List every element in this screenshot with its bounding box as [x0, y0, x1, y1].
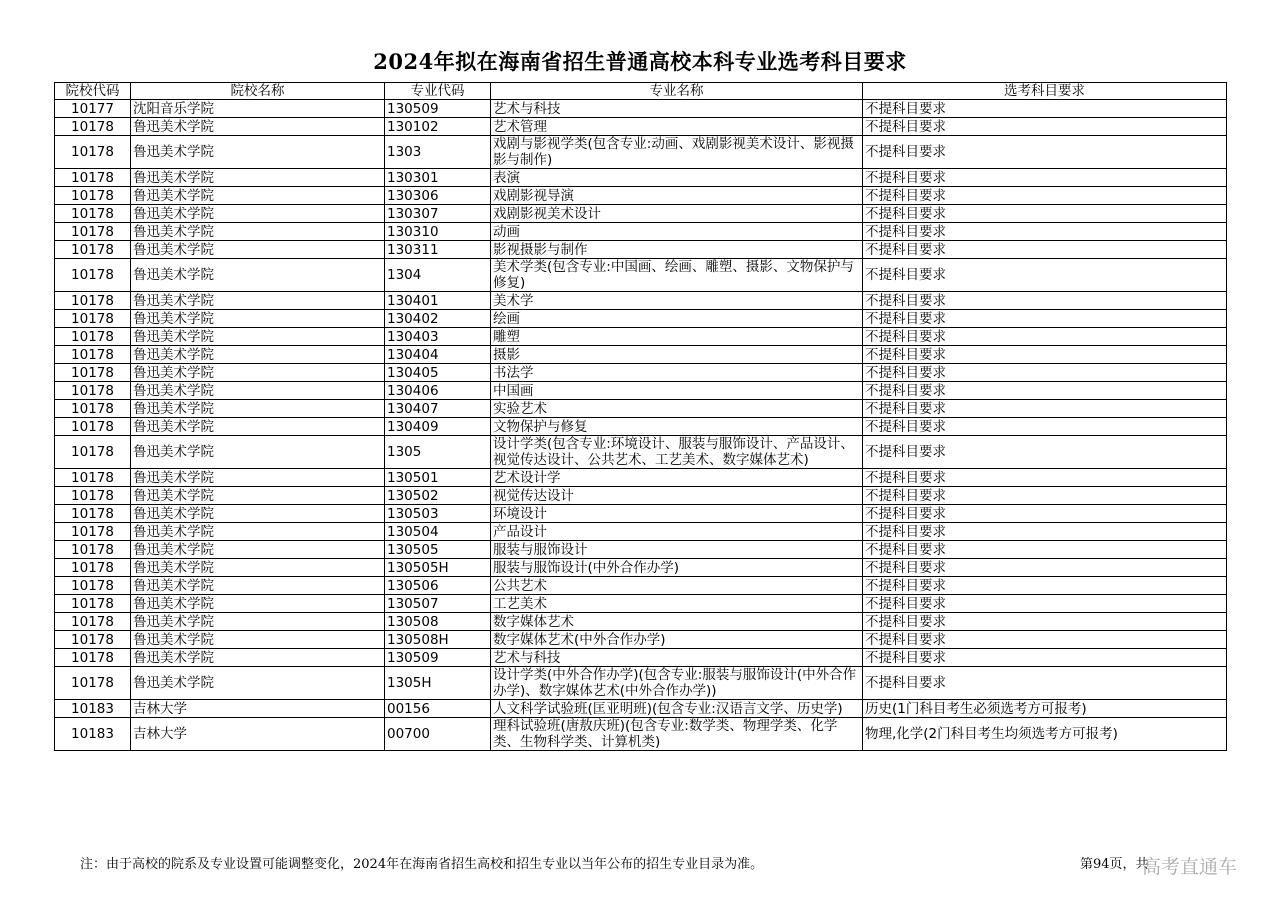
cell-school-code: 10178: [55, 523, 131, 541]
cell-school-name: 鲁迅美术学院: [131, 310, 385, 328]
cell-school-name: 鲁迅美术学院: [131, 541, 385, 559]
table-row: [55, 418, 1227, 436]
cell-school-code: 10178: [55, 577, 131, 595]
cell-major-name: 艺术与科技: [491, 100, 863, 118]
cell-school-name: 鲁迅美术学院: [131, 259, 385, 292]
cell-subject-requirement: 不提科目要求: [863, 346, 1227, 364]
cell-subject-requirement: 不提科目要求: [863, 613, 1227, 631]
cell-major-code: 1305: [385, 436, 491, 469]
cell-school-code: 10178: [55, 436, 131, 469]
cell-school-code: 10178: [55, 631, 131, 649]
cell-major-code: 130509: [385, 649, 491, 667]
cell-school-code: 10178: [55, 649, 131, 667]
cell-school-name: 鲁迅美术学院: [131, 523, 385, 541]
table-row: [55, 436, 1227, 469]
cell-subject-requirement: 不提科目要求: [863, 523, 1227, 541]
table-row: [55, 100, 1227, 118]
cell-major-name: 艺术与科技: [491, 649, 863, 667]
cell-major-name: 戏剧影视美术设计: [491, 205, 863, 223]
cell-school-code: 10178: [55, 400, 131, 418]
cell-major-name: 数字媒体艺术: [491, 613, 863, 631]
cell-school-code: 10178: [55, 169, 131, 187]
cell-subject-requirement: 不提科目要求: [863, 382, 1227, 400]
cell-school-code: 10178: [55, 205, 131, 223]
cell-school-name: 鲁迅美术学院: [131, 136, 385, 169]
table-row: [55, 523, 1227, 541]
table-row: [55, 469, 1227, 487]
table-row: [55, 328, 1227, 346]
cell-subject-requirement: 不提科目要求: [863, 259, 1227, 292]
cell-major-code: 130102: [385, 118, 491, 136]
cell-subject-requirement: 不提科目要求: [863, 436, 1227, 469]
cell-subject-requirement: 不提科目要求: [863, 292, 1227, 310]
cell-major-code: 130409: [385, 418, 491, 436]
table-row: [55, 541, 1227, 559]
cell-subject-requirement: 不提科目要求: [863, 118, 1227, 136]
cell-school-code: 10178: [55, 310, 131, 328]
cell-school-name: 鲁迅美术学院: [131, 487, 385, 505]
cell-school-name: 鲁迅美术学院: [131, 382, 385, 400]
cell-subject-requirement: 不提科目要求: [863, 577, 1227, 595]
cell-school-code: 10178: [55, 418, 131, 436]
cell-major-code: 130506: [385, 577, 491, 595]
cell-subject-requirement: 不提科目要求: [863, 310, 1227, 328]
cell-subject-requirement: 不提科目要求: [863, 328, 1227, 346]
cell-subject-requirement: 不提科目要求: [863, 595, 1227, 613]
table-row: [55, 187, 1227, 205]
cell-school-code: 10178: [55, 259, 131, 292]
cell-major-name: 人文科学试验班(匡亚明班)(包含专业:汉语言文学、历史学): [491, 700, 863, 718]
footnote: 注：由于高校的院系及专业设置可能调整变化，2024年在海南省招生高校和招生专业以当年公布的招生专业目录为准。: [80, 857, 764, 872]
cell-major-name: 美术学: [491, 292, 863, 310]
cell-school-code: 10178: [55, 187, 131, 205]
cell-subject-requirement: 不提科目要求: [863, 100, 1227, 118]
cell-major-code: 130509: [385, 100, 491, 118]
cell-major-name: 产品设计: [491, 523, 863, 541]
cell-major-code: 130505: [385, 541, 491, 559]
page-title: 2024年拟在海南省招生普通高校本科专业选考科目要求: [373, 49, 907, 74]
cell-major-code: 130401: [385, 292, 491, 310]
cell-major-code: 130405: [385, 364, 491, 382]
cell-major-code: 130311: [385, 241, 491, 259]
cell-subject-requirement: 不提科目要求: [863, 418, 1227, 436]
cell-major-code: 00700: [385, 718, 491, 751]
table-row: [55, 595, 1227, 613]
table-row: [55, 223, 1227, 241]
cell-school-name: 鲁迅美术学院: [131, 595, 385, 613]
cell-major-name: 动画: [491, 223, 863, 241]
cell-major-name: 雕塑: [491, 328, 863, 346]
cell-school-code: 10178: [55, 559, 131, 577]
cell-major-code: 1303: [385, 136, 491, 169]
cell-school-code: 10178: [55, 487, 131, 505]
cell-school-name: 吉林大学: [131, 718, 385, 751]
cell-major-code: 1304: [385, 259, 491, 292]
cell-school-name: 鲁迅美术学院: [131, 667, 385, 700]
cell-school-name: 鲁迅美术学院: [131, 577, 385, 595]
cell-major-name: 书法学: [491, 364, 863, 382]
cell-school-code: 10178: [55, 328, 131, 346]
cell-school-name: 鲁迅美术学院: [131, 346, 385, 364]
cell-school-code: 10178: [55, 241, 131, 259]
cell-school-code: 10178: [55, 223, 131, 241]
table-row: [55, 667, 1227, 700]
table-header-row: [55, 83, 1227, 100]
cell-subject-requirement: 不提科目要求: [863, 205, 1227, 223]
cell-major-name: 表演: [491, 169, 863, 187]
cell-school-name: 鲁迅美术学院: [131, 169, 385, 187]
cell-subject-requirement: 不提科目要求: [863, 136, 1227, 169]
cell-major-code: 130502: [385, 487, 491, 505]
header-subject-requirement: 选考科目要求: [863, 83, 1227, 100]
cell-school-name: 鲁迅美术学院: [131, 118, 385, 136]
table-row: [55, 382, 1227, 400]
cell-school-name: 鲁迅美术学院: [131, 436, 385, 469]
cell-subject-requirement: 不提科目要求: [863, 223, 1227, 241]
cell-major-code: 00156: [385, 700, 491, 718]
cell-school-name: 鲁迅美术学院: [131, 469, 385, 487]
cell-school-name: 鲁迅美术学院: [131, 241, 385, 259]
cell-major-name: 数字媒体艺术(中外合作办学): [491, 631, 863, 649]
cell-school-code: 10178: [55, 382, 131, 400]
cell-school-code: 10178: [55, 505, 131, 523]
watermark: 高考直通车: [1142, 856, 1238, 878]
cell-school-name: 鲁迅美术学院: [131, 649, 385, 667]
cell-school-name: 鲁迅美术学院: [131, 187, 385, 205]
cell-subject-requirement: 不提科目要求: [863, 187, 1227, 205]
cell-major-name: 摄影: [491, 346, 863, 364]
cell-major-name: 服装与服饰设计: [491, 541, 863, 559]
cell-school-code: 10178: [55, 136, 131, 169]
cell-major-name: 实验艺术: [491, 400, 863, 418]
table-row: [55, 631, 1227, 649]
cell-major-code: 130508H: [385, 631, 491, 649]
table-row: [55, 649, 1227, 667]
cell-school-code: 10177: [55, 100, 131, 118]
cell-major-code: 130504: [385, 523, 491, 541]
cell-major-name: 设计学类(中外合作办学)(包含专业:服装与服饰设计(中外合作办学)、数字媒体艺术(中外合作办学)): [491, 667, 863, 700]
table-row: [55, 346, 1227, 364]
cell-school-code: 10178: [55, 667, 131, 700]
cell-major-name: 理科试验班(唐敖庆班)(包含专业:数学类、物理学类、化学类、生物科学类、计算机类): [491, 718, 863, 751]
cell-major-name: 戏剧与影视学类(包含专业:动画、戏剧影视美术设计、影视摄影与制作): [491, 136, 863, 169]
cell-major-code: 130402: [385, 310, 491, 328]
table-row: [55, 118, 1227, 136]
cell-school-code: 10183: [55, 700, 131, 718]
header-major-code: 专业代码: [385, 83, 491, 100]
cell-major-name: 工艺美术: [491, 595, 863, 613]
table-row: [55, 169, 1227, 187]
cell-major-code: 1305H: [385, 667, 491, 700]
cell-major-name: 绘画: [491, 310, 863, 328]
table-row: [55, 505, 1227, 523]
cell-major-code: 130310: [385, 223, 491, 241]
cell-school-code: 10178: [55, 118, 131, 136]
cell-subject-requirement: 不提科目要求: [863, 469, 1227, 487]
table-row: [55, 400, 1227, 418]
cell-major-name: 环境设计: [491, 505, 863, 523]
cell-major-code: 130404: [385, 346, 491, 364]
cell-school-code: 10178: [55, 364, 131, 382]
table-row: [55, 259, 1227, 292]
table-row: [55, 487, 1227, 505]
cell-major-name: 美术学类(包含专业:中国画、绘画、雕塑、摄影、文物保护与修复): [491, 259, 863, 292]
cell-school-code: 10183: [55, 718, 131, 751]
table-row: [55, 700, 1227, 718]
table-row: [55, 205, 1227, 223]
cell-subject-requirement: 不提科目要求: [863, 487, 1227, 505]
cell-school-name: 吉林大学: [131, 700, 385, 718]
cell-subject-requirement: 不提科目要求: [863, 559, 1227, 577]
cell-school-name: 鲁迅美术学院: [131, 364, 385, 382]
cell-major-name: 公共艺术: [491, 577, 863, 595]
cell-school-name: 鲁迅美术学院: [131, 223, 385, 241]
table-row: [55, 718, 1227, 751]
cell-major-code: 130407: [385, 400, 491, 418]
table-row: [55, 364, 1227, 382]
cell-major-name: 文物保护与修复: [491, 418, 863, 436]
cell-school-name: 鲁迅美术学院: [131, 292, 385, 310]
cell-school-code: 10178: [55, 346, 131, 364]
cell-school-code: 10178: [55, 613, 131, 631]
cell-school-code: 10178: [55, 292, 131, 310]
header-school-code: 院校代码: [55, 83, 131, 100]
table-row: [55, 292, 1227, 310]
cell-major-code: 130307: [385, 205, 491, 223]
table-row: [55, 559, 1227, 577]
cell-subject-requirement: 物理,化学(2门科目考生均须选考方可报考): [863, 718, 1227, 751]
cell-major-name: 戏剧影视导演: [491, 187, 863, 205]
cell-major-code: 130505H: [385, 559, 491, 577]
cell-school-name: 鲁迅美术学院: [131, 205, 385, 223]
cell-major-name: 影视摄影与制作: [491, 241, 863, 259]
cell-major-code: 130406: [385, 382, 491, 400]
table-row: [55, 136, 1227, 169]
cell-subject-requirement: 不提科目要求: [863, 649, 1227, 667]
cell-major-code: 130507: [385, 595, 491, 613]
cell-school-name: 鲁迅美术学院: [131, 418, 385, 436]
cell-subject-requirement: 不提科目要求: [863, 541, 1227, 559]
cell-school-name: 鲁迅美术学院: [131, 631, 385, 649]
header-major-name: 专业名称: [491, 83, 863, 100]
table-row: [55, 613, 1227, 631]
cell-major-name: 艺术管理: [491, 118, 863, 136]
cell-major-code: 130501: [385, 469, 491, 487]
cell-school-name: 鲁迅美术学院: [131, 505, 385, 523]
cell-major-code: 130306: [385, 187, 491, 205]
cell-major-code: 130503: [385, 505, 491, 523]
cell-school-name: 沈阳音乐学院: [131, 100, 385, 118]
cell-major-name: 视觉传达设计: [491, 487, 863, 505]
cell-subject-requirement: 不提科目要求: [863, 364, 1227, 382]
cell-school-code: 10178: [55, 469, 131, 487]
cell-major-name: 中国画: [491, 382, 863, 400]
cell-subject-requirement: 不提科目要求: [863, 631, 1227, 649]
table-row: [55, 241, 1227, 259]
header-school-name: 院校名称: [131, 83, 385, 100]
cell-school-code: 10178: [55, 541, 131, 559]
cell-major-code: 130301: [385, 169, 491, 187]
cell-subject-requirement: 不提科目要求: [863, 505, 1227, 523]
cell-subject-requirement: 历史(1门科目考生必须选考方可报考): [863, 700, 1227, 718]
cell-major-code: 130403: [385, 328, 491, 346]
cell-subject-requirement: 不提科目要求: [863, 169, 1227, 187]
cell-school-name: 鲁迅美术学院: [131, 328, 385, 346]
cell-school-name: 鲁迅美术学院: [131, 613, 385, 631]
page-number: 第94页，共: [1080, 857, 1149, 872]
cell-subject-requirement: 不提科目要求: [863, 400, 1227, 418]
cell-major-name: 服装与服饰设计(中外合作办学): [491, 559, 863, 577]
cell-subject-requirement: 不提科目要求: [863, 241, 1227, 259]
cell-school-code: 10178: [55, 595, 131, 613]
requirements-table: [54, 82, 1227, 751]
table-row: [55, 577, 1227, 595]
table-row: [55, 310, 1227, 328]
cell-major-code: 130508: [385, 613, 491, 631]
cell-major-name: 艺术设计学: [491, 469, 863, 487]
cell-school-name: 鲁迅美术学院: [131, 400, 385, 418]
cell-major-name: 设计学类(包含专业:环境设计、服装与服饰设计、产品设计、视觉传达设计、公共艺术、工艺美术、数字媒体艺术): [491, 436, 863, 469]
cell-subject-requirement: 不提科目要求: [863, 667, 1227, 700]
cell-school-name: 鲁迅美术学院: [131, 559, 385, 577]
